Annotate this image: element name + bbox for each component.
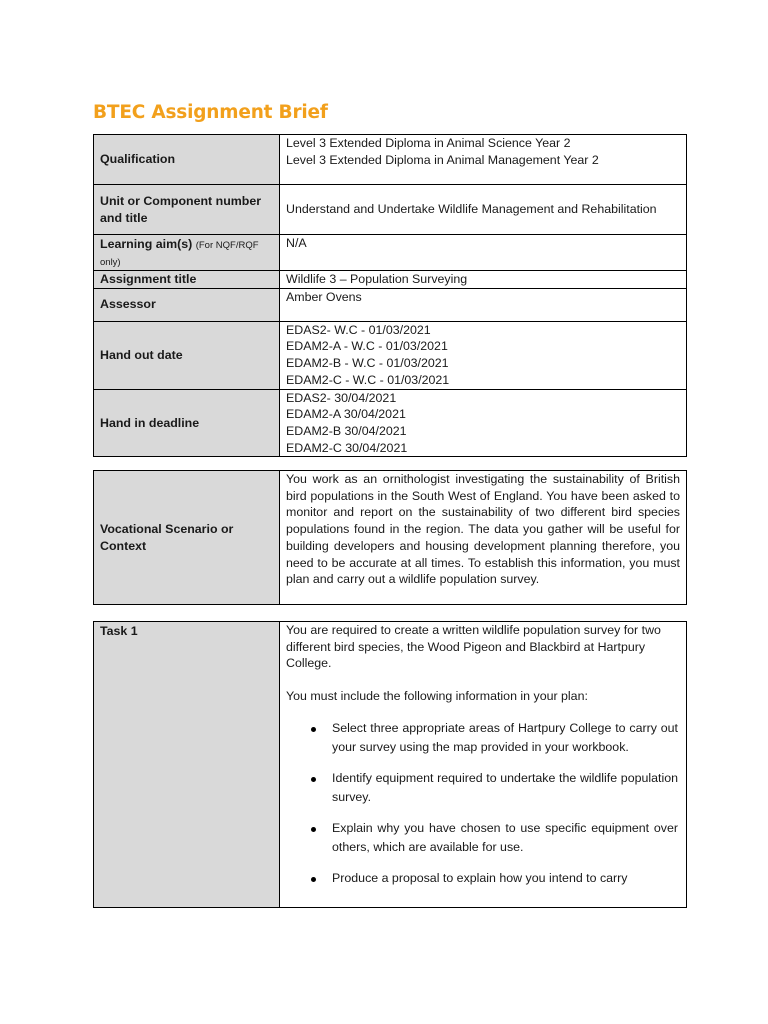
assignment-info-table — [93, 134, 687, 457]
hand-out-line: EDAM2-B - W.C - 01/03/2021 — [286, 356, 449, 371]
task-1-label: Task 1 — [94, 622, 280, 908]
qualification-line: Level 3 Extended Diploma in Animal Management Year 2 — [286, 152, 599, 167]
assignment-title-label: Assignment title — [94, 271, 280, 289]
row-task-1 — [94, 622, 687, 908]
row-unit — [94, 185, 687, 235]
task-table — [93, 621, 687, 908]
qualification-label: Qualification — [94, 135, 280, 185]
learning-aim-label-text: Learning aim(s) — [100, 237, 193, 251]
assessor-label: Assessor — [94, 288, 280, 321]
list-item: Produce a proposal to explain how you intend to carry — [286, 869, 680, 888]
scenario-text: You work as an ornithologist investigating the sustainability of British bird populations in the South West of England. You have been asked to monitor and report on the sustainability of two different bird species populations found in the region. The data you gather will be useful for building developers and housing development planning therefore, you need to be accurate at all times. To establish this information, you must plan and carry out a wildlife population survey. — [280, 471, 687, 605]
list-item: Explain why you have chosen to use specific equipment over others, which are available for use. — [286, 819, 680, 857]
assessor-value: Amber Ovens — [280, 288, 687, 321]
task-1-bullet-list — [286, 719, 680, 888]
page-title: BTEC Assignment Brief — [93, 102, 328, 123]
hand-out-label: Hand out date — [94, 321, 280, 389]
scenario-label: Vocational Scenario or Context — [94, 471, 280, 605]
row-hand-in-deadline — [94, 389, 687, 457]
unit-value: Understand and Undertake Wildlife Management and Rehabilitation — [280, 185, 687, 235]
hand-in-label: Hand in deadline — [94, 389, 280, 457]
row-scenario — [94, 471, 687, 605]
scenario-table — [93, 470, 687, 605]
list-item: Select three appropriate areas of Hartpury College to carry out your survey using the map provided in your workbook. — [286, 719, 680, 757]
task-1-content — [280, 622, 687, 908]
unit-label: Unit or Component number and title — [94, 185, 280, 235]
learning-aim-value: N/A — [280, 235, 687, 271]
hand-in-line: EDAM2-B 30/04/2021 — [286, 423, 407, 438]
hand-in-value — [280, 389, 687, 457]
list-item: Identify equipment required to undertake the wildlife population survey. — [286, 769, 680, 807]
hand-in-line: EDAS2- 30/04/2021 — [286, 390, 397, 405]
qualification-value — [280, 135, 687, 185]
learning-aim-label — [94, 235, 280, 271]
learning-aim-label-note: (For NQF/RQF only) — [100, 240, 259, 268]
row-assignment-title — [94, 271, 687, 289]
qualification-line: Level 3 Extended Diploma in Animal Science Year 2 — [286, 136, 571, 150]
assignment-title-value: Wildlife 3 – Population Surveying — [280, 271, 687, 289]
task-1-intro: You are required to create a written wildlife population survey for two different bird species, the Wood Pigeon and Blackbird at Hartpury College. — [286, 623, 661, 671]
row-learning-aim — [94, 235, 687, 271]
row-hand-out-date — [94, 321, 687, 389]
hand-out-line: EDAM2-C - W.C - 01/03/2021 — [286, 372, 450, 387]
hand-out-line: EDAS2- W.C - 01/03/2021 — [286, 322, 431, 337]
row-assessor — [94, 288, 687, 321]
row-qualification — [94, 135, 687, 185]
hand-in-line: EDAM2-C 30/04/2021 — [286, 440, 408, 455]
hand-in-line: EDAM2-A 30/04/2021 — [286, 407, 406, 422]
hand-out-line: EDAM2-A - W.C - 01/03/2021 — [286, 339, 448, 354]
hand-out-value — [280, 321, 687, 389]
task-1-lead: You must include the following information in your plan: — [286, 689, 588, 704]
